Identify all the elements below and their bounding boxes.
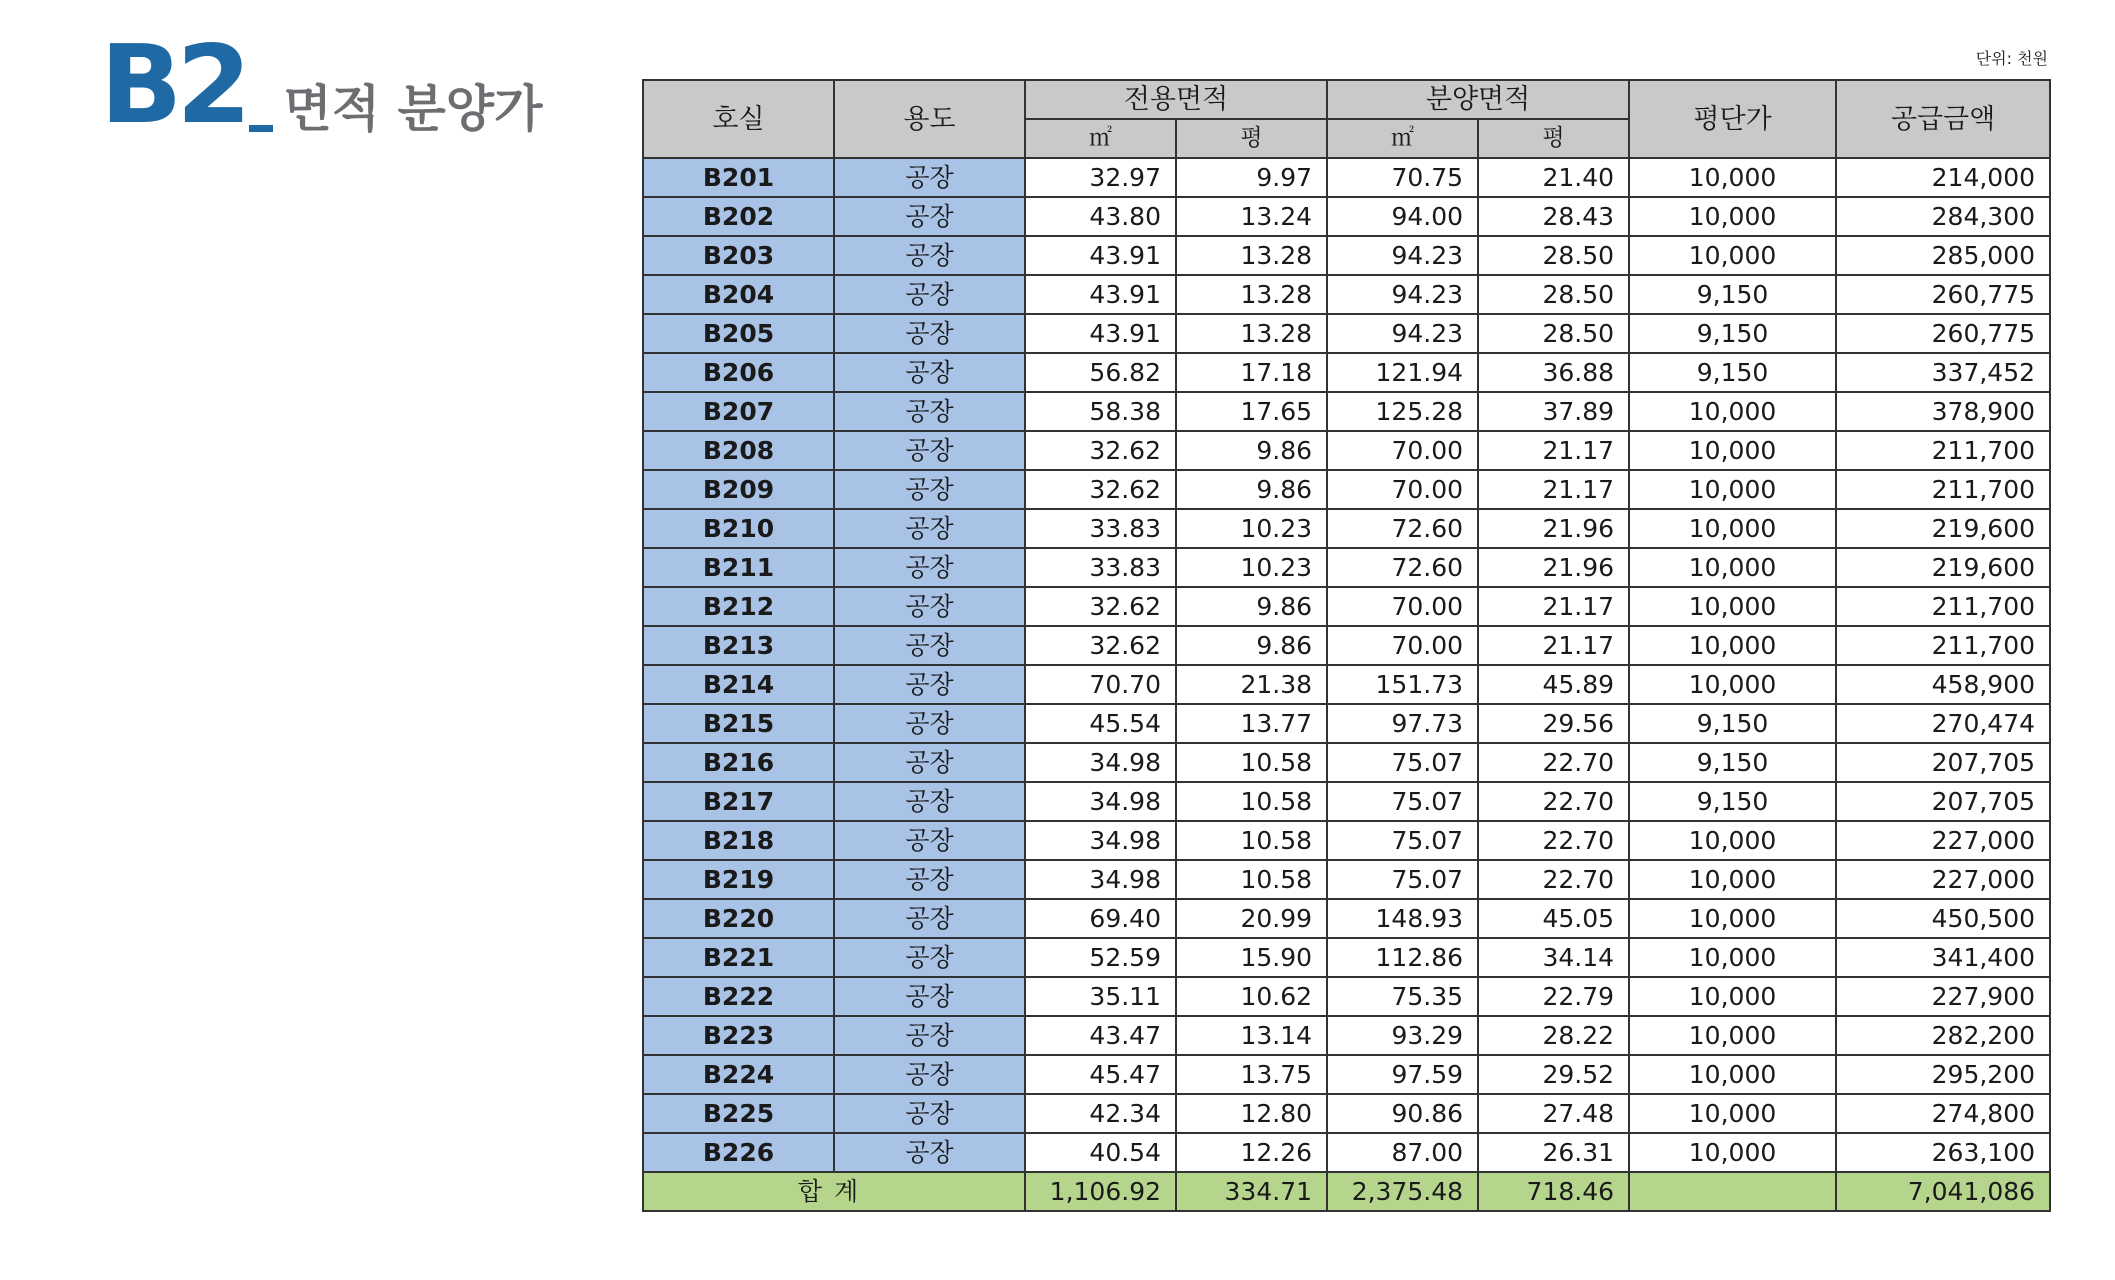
price-per-pyeong-cell: 9,150 bbox=[1629, 704, 1836, 743]
sale-sqm-cell: 75.07 bbox=[1327, 782, 1478, 821]
table-row bbox=[643, 392, 2050, 431]
sale-sqm-cell: 75.07 bbox=[1327, 821, 1478, 860]
table-row bbox=[643, 158, 2050, 197]
total-exclusive-pyeong: 334.71 bbox=[1176, 1172, 1327, 1211]
exclusive-sqm-cell: 70.70 bbox=[1025, 665, 1176, 704]
room-cell: B209 bbox=[643, 470, 834, 509]
price-per-pyeong-cell: 10,000 bbox=[1629, 470, 1836, 509]
room-cell: B213 bbox=[643, 626, 834, 665]
sale-pyeong-cell: 22.79 bbox=[1478, 977, 1629, 1016]
exclusive-sqm-cell: 43.91 bbox=[1025, 236, 1176, 275]
header-room: 호실 bbox=[643, 80, 834, 158]
sale-pyeong-cell: 29.52 bbox=[1478, 1055, 1629, 1094]
header-exclusive-pyeong: 평 bbox=[1176, 119, 1327, 158]
room-cell: B212 bbox=[643, 587, 834, 626]
price-per-pyeong-cell: 10,000 bbox=[1629, 977, 1836, 1016]
price-per-pyeong-cell: 10,000 bbox=[1629, 548, 1836, 587]
page-subtitle: 면적 분양가 bbox=[283, 80, 543, 138]
sale-sqm-cell: 125.28 bbox=[1327, 392, 1478, 431]
use-cell: 공장 bbox=[834, 548, 1025, 587]
exclusive-pyeong-cell: 10.23 bbox=[1176, 509, 1327, 548]
room-cell: B218 bbox=[643, 821, 834, 860]
use-cell: 공장 bbox=[834, 158, 1025, 197]
exclusive-sqm-cell: 43.80 bbox=[1025, 197, 1176, 236]
room-cell: B210 bbox=[643, 509, 834, 548]
use-cell: 공장 bbox=[834, 899, 1025, 938]
table-row bbox=[643, 353, 2050, 392]
supply-amount-cell: 227,900 bbox=[1836, 977, 2050, 1016]
use-cell: 공장 bbox=[834, 626, 1025, 665]
sale-pyeong-cell: 21.40 bbox=[1478, 158, 1629, 197]
price-per-pyeong-cell: 10,000 bbox=[1629, 665, 1836, 704]
price-per-pyeong-cell: 10,000 bbox=[1629, 587, 1836, 626]
supply-amount-cell: 207,705 bbox=[1836, 743, 2050, 782]
exclusive-sqm-cell: 43.91 bbox=[1025, 314, 1176, 353]
table-row bbox=[643, 1055, 2050, 1094]
header-use: 용도 bbox=[834, 80, 1025, 158]
supply-amount-cell: 282,200 bbox=[1836, 1016, 2050, 1055]
table-row bbox=[643, 1133, 2050, 1172]
supply-amount-cell: 211,700 bbox=[1836, 587, 2050, 626]
price-per-pyeong-cell: 10,000 bbox=[1629, 899, 1836, 938]
price-per-pyeong-cell: 9,150 bbox=[1629, 743, 1836, 782]
supply-amount-cell: 285,000 bbox=[1836, 236, 2050, 275]
table-row bbox=[643, 977, 2050, 1016]
exclusive-pyeong-cell: 12.26 bbox=[1176, 1133, 1327, 1172]
room-cell: B214 bbox=[643, 665, 834, 704]
supply-amount-cell: 378,900 bbox=[1836, 392, 2050, 431]
sale-sqm-cell: 94.23 bbox=[1327, 314, 1478, 353]
use-cell: 공장 bbox=[834, 704, 1025, 743]
sale-pyeong-cell: 28.22 bbox=[1478, 1016, 1629, 1055]
use-cell: 공장 bbox=[834, 665, 1025, 704]
unit-note: 단위: 천원 bbox=[1975, 49, 2048, 68]
exclusive-pyeong-cell: 12.80 bbox=[1176, 1094, 1327, 1133]
exclusive-sqm-cell: 34.98 bbox=[1025, 782, 1176, 821]
price-per-pyeong-cell: 9,150 bbox=[1629, 275, 1836, 314]
sale-pyeong-cell: 21.17 bbox=[1478, 587, 1629, 626]
table-row bbox=[643, 587, 2050, 626]
use-cell: 공장 bbox=[834, 587, 1025, 626]
sale-pyeong-cell: 34.14 bbox=[1478, 938, 1629, 977]
sale-pyeong-cell: 45.89 bbox=[1478, 665, 1629, 704]
table-row bbox=[643, 938, 2050, 977]
exclusive-sqm-cell: 43.91 bbox=[1025, 275, 1176, 314]
supply-amount-cell: 295,200 bbox=[1836, 1055, 2050, 1094]
room-cell: B208 bbox=[643, 431, 834, 470]
sale-pyeong-cell: 21.17 bbox=[1478, 431, 1629, 470]
supply-amount-cell: 211,700 bbox=[1836, 626, 2050, 665]
supply-amount-cell: 270,474 bbox=[1836, 704, 2050, 743]
sale-sqm-cell: 97.59 bbox=[1327, 1055, 1478, 1094]
total-sale-sqm: 2,375.48 bbox=[1327, 1172, 1478, 1211]
table-row bbox=[643, 704, 2050, 743]
exclusive-sqm-cell: 52.59 bbox=[1025, 938, 1176, 977]
exclusive-pyeong-cell: 13.24 bbox=[1176, 197, 1327, 236]
sale-pyeong-cell: 28.50 bbox=[1478, 275, 1629, 314]
exclusive-pyeong-cell: 9.86 bbox=[1176, 626, 1327, 665]
exclusive-pyeong-cell: 13.28 bbox=[1176, 314, 1327, 353]
sale-pyeong-cell: 22.70 bbox=[1478, 821, 1629, 860]
total-price-per-pyeong bbox=[1629, 1172, 1836, 1211]
use-cell: 공장 bbox=[834, 314, 1025, 353]
table-row bbox=[643, 821, 2050, 860]
sale-pyeong-cell: 28.50 bbox=[1478, 314, 1629, 353]
room-cell: B201 bbox=[643, 158, 834, 197]
room-cell: B217 bbox=[643, 782, 834, 821]
table-row bbox=[643, 275, 2050, 314]
sale-pyeong-cell: 22.70 bbox=[1478, 782, 1629, 821]
use-cell: 공장 bbox=[834, 782, 1025, 821]
price-per-pyeong-cell: 9,150 bbox=[1629, 782, 1836, 821]
table-row bbox=[643, 197, 2050, 236]
supply-amount-cell: 284,300 bbox=[1836, 197, 2050, 236]
use-cell: 공장 bbox=[834, 197, 1025, 236]
table-body bbox=[643, 158, 2050, 1172]
room-cell: B205 bbox=[643, 314, 834, 353]
use-cell: 공장 bbox=[834, 860, 1025, 899]
exclusive-pyeong-cell: 13.28 bbox=[1176, 275, 1327, 314]
supply-amount-cell: 227,000 bbox=[1836, 860, 2050, 899]
total-row bbox=[643, 1172, 2050, 1211]
sale-sqm-cell: 93.29 bbox=[1327, 1016, 1478, 1055]
sale-pyeong-cell: 21.96 bbox=[1478, 548, 1629, 587]
room-cell: B203 bbox=[643, 236, 834, 275]
exclusive-sqm-cell: 43.47 bbox=[1025, 1016, 1176, 1055]
sale-sqm-cell: 97.73 bbox=[1327, 704, 1478, 743]
price-per-pyeong-cell: 10,000 bbox=[1629, 236, 1836, 275]
exclusive-pyeong-cell: 17.18 bbox=[1176, 353, 1327, 392]
exclusive-sqm-cell: 40.54 bbox=[1025, 1133, 1176, 1172]
supply-amount-cell: 274,800 bbox=[1836, 1094, 2050, 1133]
price-per-pyeong-cell: 10,000 bbox=[1629, 626, 1836, 665]
use-cell: 공장 bbox=[834, 743, 1025, 782]
total-label: 합계 bbox=[643, 1172, 1025, 1211]
use-cell: 공장 bbox=[834, 236, 1025, 275]
table-row bbox=[643, 665, 2050, 704]
price-per-pyeong-cell: 10,000 bbox=[1629, 860, 1836, 899]
exclusive-pyeong-cell: 9.97 bbox=[1176, 158, 1327, 197]
price-per-pyeong-cell: 9,150 bbox=[1629, 353, 1836, 392]
exclusive-pyeong-cell: 13.77 bbox=[1176, 704, 1327, 743]
exclusive-sqm-cell: 45.47 bbox=[1025, 1055, 1176, 1094]
supply-amount-cell: 341,400 bbox=[1836, 938, 2050, 977]
exclusive-pyeong-cell: 13.28 bbox=[1176, 236, 1327, 275]
sale-pyeong-cell: 21.17 bbox=[1478, 470, 1629, 509]
exclusive-pyeong-cell: 10.58 bbox=[1176, 821, 1327, 860]
table-row bbox=[643, 236, 2050, 275]
price-per-pyeong-cell: 10,000 bbox=[1629, 431, 1836, 470]
price-per-pyeong-cell: 10,000 bbox=[1629, 509, 1836, 548]
sale-sqm-cell: 70.00 bbox=[1327, 587, 1478, 626]
sale-pyeong-cell: 28.50 bbox=[1478, 236, 1629, 275]
sale-pyeong-cell: 45.05 bbox=[1478, 899, 1629, 938]
sale-sqm-cell: 90.86 bbox=[1327, 1094, 1478, 1133]
room-cell: B223 bbox=[643, 1016, 834, 1055]
table-row bbox=[643, 1094, 2050, 1133]
table-row bbox=[643, 470, 2050, 509]
sale-sqm-cell: 70.75 bbox=[1327, 158, 1478, 197]
exclusive-pyeong-cell: 10.58 bbox=[1176, 782, 1327, 821]
use-cell: 공장 bbox=[834, 1055, 1025, 1094]
exclusive-pyeong-cell: 13.75 bbox=[1176, 1055, 1327, 1094]
sale-sqm-cell: 70.00 bbox=[1327, 626, 1478, 665]
price-table bbox=[642, 79, 2051, 1212]
building-code: B2 bbox=[100, 23, 246, 148]
room-cell: B222 bbox=[643, 977, 834, 1016]
sale-sqm-cell: 75.07 bbox=[1327, 743, 1478, 782]
exclusive-pyeong-cell: 10.62 bbox=[1176, 977, 1327, 1016]
sale-pyeong-cell: 22.70 bbox=[1478, 743, 1629, 782]
table-row bbox=[643, 899, 2050, 938]
supply-amount-cell: 211,700 bbox=[1836, 431, 2050, 470]
room-cell: B211 bbox=[643, 548, 834, 587]
sale-sqm-cell: 151.73 bbox=[1327, 665, 1478, 704]
table-row bbox=[643, 548, 2050, 587]
sale-sqm-cell: 121.94 bbox=[1327, 353, 1478, 392]
table-row bbox=[643, 743, 2050, 782]
header-sale-area: 분양면적 bbox=[1327, 80, 1629, 119]
header-exclusive-sqm: ㎡ bbox=[1025, 119, 1176, 158]
exclusive-sqm-cell: 33.83 bbox=[1025, 548, 1176, 587]
sale-pyeong-cell: 22.70 bbox=[1478, 860, 1629, 899]
exclusive-pyeong-cell: 9.86 bbox=[1176, 587, 1327, 626]
exclusive-pyeong-cell: 17.65 bbox=[1176, 392, 1327, 431]
sale-pyeong-cell: 36.88 bbox=[1478, 353, 1629, 392]
sale-sqm-cell: 75.35 bbox=[1327, 977, 1478, 1016]
total-supply-amount: 7,041,086 bbox=[1836, 1172, 2050, 1211]
room-cell: B225 bbox=[643, 1094, 834, 1133]
exclusive-pyeong-cell: 20.99 bbox=[1176, 899, 1327, 938]
price-per-pyeong-cell: 10,000 bbox=[1629, 821, 1836, 860]
exclusive-sqm-cell: 32.62 bbox=[1025, 626, 1176, 665]
sale-sqm-cell: 70.00 bbox=[1327, 470, 1478, 509]
sale-sqm-cell: 112.86 bbox=[1327, 938, 1478, 977]
price-per-pyeong-cell: 10,000 bbox=[1629, 197, 1836, 236]
room-cell: B202 bbox=[643, 197, 834, 236]
sale-pyeong-cell: 27.48 bbox=[1478, 1094, 1629, 1133]
use-cell: 공장 bbox=[834, 1133, 1025, 1172]
supply-amount-cell: 211,700 bbox=[1836, 470, 2050, 509]
page-title bbox=[100, 23, 543, 148]
exclusive-pyeong-cell: 10.58 bbox=[1176, 743, 1327, 782]
sale-pyeong-cell: 21.17 bbox=[1478, 626, 1629, 665]
sale-pyeong-cell: 37.89 bbox=[1478, 392, 1629, 431]
table-row bbox=[643, 509, 2050, 548]
room-cell: B204 bbox=[643, 275, 834, 314]
exclusive-pyeong-cell: 21.38 bbox=[1176, 665, 1327, 704]
total-exclusive-sqm: 1,106.92 bbox=[1025, 1172, 1176, 1211]
sale-sqm-cell: 94.00 bbox=[1327, 197, 1478, 236]
supply-amount-cell: 219,600 bbox=[1836, 548, 2050, 587]
sale-pyeong-cell: 26.31 bbox=[1478, 1133, 1629, 1172]
sale-pyeong-cell: 29.56 bbox=[1478, 704, 1629, 743]
use-cell: 공장 bbox=[834, 1016, 1025, 1055]
sale-sqm-cell: 72.60 bbox=[1327, 548, 1478, 587]
price-per-pyeong-cell: 10,000 bbox=[1629, 1094, 1836, 1133]
room-cell: B221 bbox=[643, 938, 834, 977]
header-sale-sqm: ㎡ bbox=[1327, 119, 1478, 158]
use-cell: 공장 bbox=[834, 509, 1025, 548]
exclusive-sqm-cell: 56.82 bbox=[1025, 353, 1176, 392]
sale-sqm-cell: 75.07 bbox=[1327, 860, 1478, 899]
price-per-pyeong-cell: 10,000 bbox=[1629, 938, 1836, 977]
exclusive-sqm-cell: 45.54 bbox=[1025, 704, 1176, 743]
use-cell: 공장 bbox=[834, 470, 1025, 509]
room-cell: B206 bbox=[643, 353, 834, 392]
exclusive-sqm-cell: 58.38 bbox=[1025, 392, 1176, 431]
use-cell: 공장 bbox=[834, 977, 1025, 1016]
exclusive-sqm-cell: 33.83 bbox=[1025, 509, 1176, 548]
title-dash bbox=[249, 125, 273, 132]
exclusive-sqm-cell: 42.34 bbox=[1025, 1094, 1176, 1133]
use-cell: 공장 bbox=[834, 1094, 1025, 1133]
use-cell: 공장 bbox=[834, 275, 1025, 314]
exclusive-sqm-cell: 32.62 bbox=[1025, 470, 1176, 509]
room-cell: B216 bbox=[643, 743, 834, 782]
room-cell: B219 bbox=[643, 860, 834, 899]
exclusive-pyeong-cell: 15.90 bbox=[1176, 938, 1327, 977]
use-cell: 공장 bbox=[834, 431, 1025, 470]
price-per-pyeong-cell: 10,000 bbox=[1629, 1133, 1836, 1172]
sale-sqm-cell: 70.00 bbox=[1327, 431, 1478, 470]
supply-amount-cell: 227,000 bbox=[1836, 821, 2050, 860]
sale-sqm-cell: 72.60 bbox=[1327, 509, 1478, 548]
use-cell: 공장 bbox=[834, 353, 1025, 392]
supply-amount-cell: 260,775 bbox=[1836, 314, 2050, 353]
exclusive-sqm-cell: 34.98 bbox=[1025, 821, 1176, 860]
sale-sqm-cell: 94.23 bbox=[1327, 236, 1478, 275]
room-cell: B207 bbox=[643, 392, 834, 431]
exclusive-sqm-cell: 34.98 bbox=[1025, 860, 1176, 899]
price-per-pyeong-cell: 9,150 bbox=[1629, 314, 1836, 353]
sale-pyeong-cell: 28.43 bbox=[1478, 197, 1629, 236]
price-per-pyeong-cell: 10,000 bbox=[1629, 158, 1836, 197]
exclusive-sqm-cell: 35.11 bbox=[1025, 977, 1176, 1016]
supply-amount-cell: 214,000 bbox=[1836, 158, 2050, 197]
price-per-pyeong-cell: 10,000 bbox=[1629, 392, 1836, 431]
header-supply-amount: 공급금액 bbox=[1836, 80, 2050, 158]
supply-amount-cell: 263,100 bbox=[1836, 1133, 2050, 1172]
sale-sqm-cell: 148.93 bbox=[1327, 899, 1478, 938]
table-row bbox=[643, 782, 2050, 821]
exclusive-pyeong-cell: 9.86 bbox=[1176, 431, 1327, 470]
room-cell: B220 bbox=[643, 899, 834, 938]
exclusive-sqm-cell: 32.97 bbox=[1025, 158, 1176, 197]
header-sale-pyeong: 평 bbox=[1478, 119, 1629, 158]
total-sale-pyeong: 718.46 bbox=[1478, 1172, 1629, 1211]
table-row bbox=[643, 860, 2050, 899]
room-cell: B215 bbox=[643, 704, 834, 743]
use-cell: 공장 bbox=[834, 392, 1025, 431]
header-price-per-pyeong: 평단가 bbox=[1629, 80, 1836, 158]
exclusive-pyeong-cell: 9.86 bbox=[1176, 470, 1327, 509]
exclusive-pyeong-cell: 10.58 bbox=[1176, 860, 1327, 899]
table-row bbox=[643, 626, 2050, 665]
use-cell: 공장 bbox=[834, 938, 1025, 977]
supply-amount-cell: 219,600 bbox=[1836, 509, 2050, 548]
supply-amount-cell: 337,452 bbox=[1836, 353, 2050, 392]
sale-sqm-cell: 87.00 bbox=[1327, 1133, 1478, 1172]
exclusive-sqm-cell: 32.62 bbox=[1025, 587, 1176, 626]
use-cell: 공장 bbox=[834, 821, 1025, 860]
price-per-pyeong-cell: 10,000 bbox=[1629, 1055, 1836, 1094]
supply-amount-cell: 458,900 bbox=[1836, 665, 2050, 704]
supply-amount-cell: 450,500 bbox=[1836, 899, 2050, 938]
table-row bbox=[643, 314, 2050, 353]
table-row bbox=[643, 1016, 2050, 1055]
exclusive-sqm-cell: 32.62 bbox=[1025, 431, 1176, 470]
exclusive-pyeong-cell: 10.23 bbox=[1176, 548, 1327, 587]
sale-sqm-cell: 94.23 bbox=[1327, 275, 1478, 314]
price-per-pyeong-cell: 10,000 bbox=[1629, 1016, 1836, 1055]
supply-amount-cell: 207,705 bbox=[1836, 782, 2050, 821]
sale-pyeong-cell: 21.96 bbox=[1478, 509, 1629, 548]
header-exclusive-area: 전용면적 bbox=[1025, 80, 1327, 119]
supply-amount-cell: 260,775 bbox=[1836, 275, 2050, 314]
table-row bbox=[643, 431, 2050, 470]
exclusive-sqm-cell: 69.40 bbox=[1025, 899, 1176, 938]
exclusive-sqm-cell: 34.98 bbox=[1025, 743, 1176, 782]
exclusive-pyeong-cell: 13.14 bbox=[1176, 1016, 1327, 1055]
room-cell: B224 bbox=[643, 1055, 834, 1094]
room-cell: B226 bbox=[643, 1133, 834, 1172]
